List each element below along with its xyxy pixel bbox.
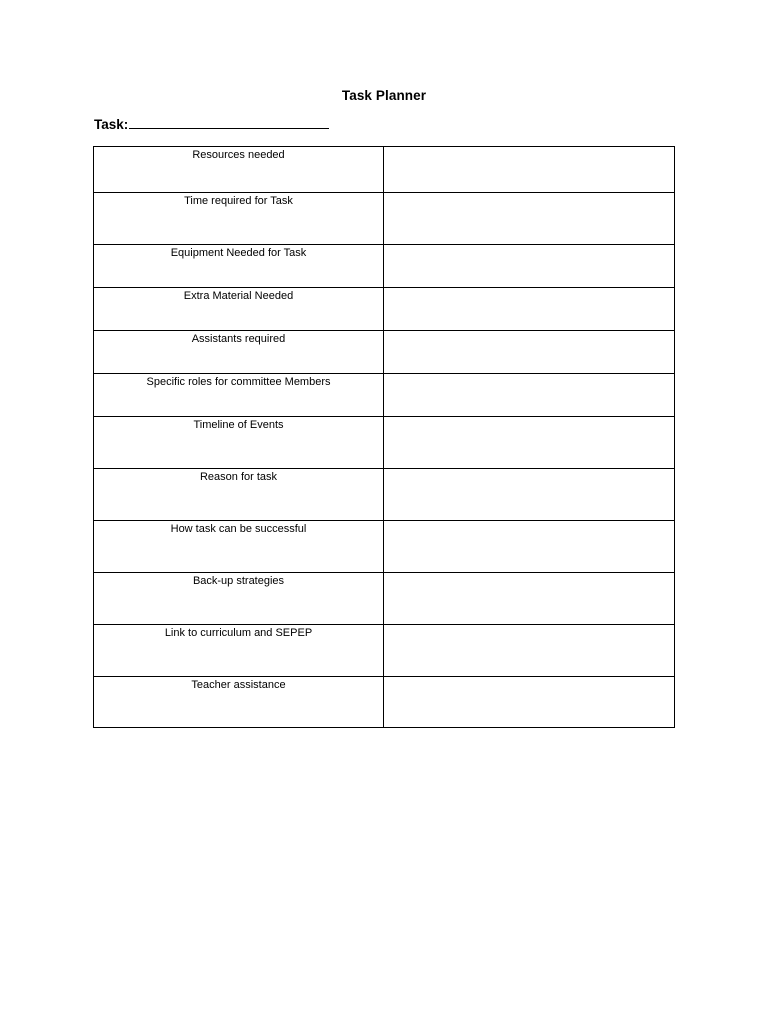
row-label-curriculum-link: Link to curriculum and SEPEP [94, 625, 384, 677]
table-row [94, 374, 675, 417]
row-label-backup-strategies: Back-up strategies [94, 573, 384, 625]
task-planner-table [93, 146, 675, 728]
row-label-teacher-assistance: Teacher assistance [94, 677, 384, 728]
row-answer-how-successful[interactable] [384, 521, 675, 573]
table-row [94, 469, 675, 521]
row-label-equipment-needed: Equipment Needed for Task [94, 245, 384, 288]
table-row [94, 245, 675, 288]
row-answer-resources-needed[interactable] [384, 147, 675, 193]
row-answer-curriculum-link[interactable] [384, 625, 675, 677]
row-answer-extra-material[interactable] [384, 288, 675, 331]
row-answer-time-required[interactable] [384, 193, 675, 245]
row-answer-equipment-needed[interactable] [384, 245, 675, 288]
row-label-time-required: Time required for Task [94, 193, 384, 245]
task-label: Task: [94, 117, 129, 132]
table-row [94, 625, 675, 677]
table-row [94, 147, 675, 193]
task-field [94, 116, 329, 132]
row-answer-reason-for-task[interactable] [384, 469, 675, 521]
table-row [94, 193, 675, 245]
table-row [94, 288, 675, 331]
table-row [94, 677, 675, 728]
row-label-extra-material: Extra Material Needed [94, 288, 384, 331]
table-row [94, 573, 675, 625]
row-label-reason-for-task: Reason for task [94, 469, 384, 521]
row-label-committee-roles: Specific roles for committee Members [94, 374, 384, 417]
table-row [94, 331, 675, 374]
row-label-assistants-required: Assistants required [94, 331, 384, 374]
table-row [94, 521, 675, 573]
row-answer-assistants-required[interactable] [384, 331, 675, 374]
row-label-resources-needed: Resources needed [94, 147, 384, 193]
row-label-how-successful: How task can be successful [94, 521, 384, 573]
row-answer-committee-roles[interactable] [384, 374, 675, 417]
task-blank-line[interactable] [129, 116, 329, 129]
row-answer-timeline-of-events[interactable] [384, 417, 675, 469]
table-row [94, 417, 675, 469]
row-answer-teacher-assistance[interactable] [384, 677, 675, 728]
row-answer-backup-strategies[interactable] [384, 573, 675, 625]
page-title: Task Planner [341, 88, 427, 103]
row-label-timeline-of-events: Timeline of Events [94, 417, 384, 469]
